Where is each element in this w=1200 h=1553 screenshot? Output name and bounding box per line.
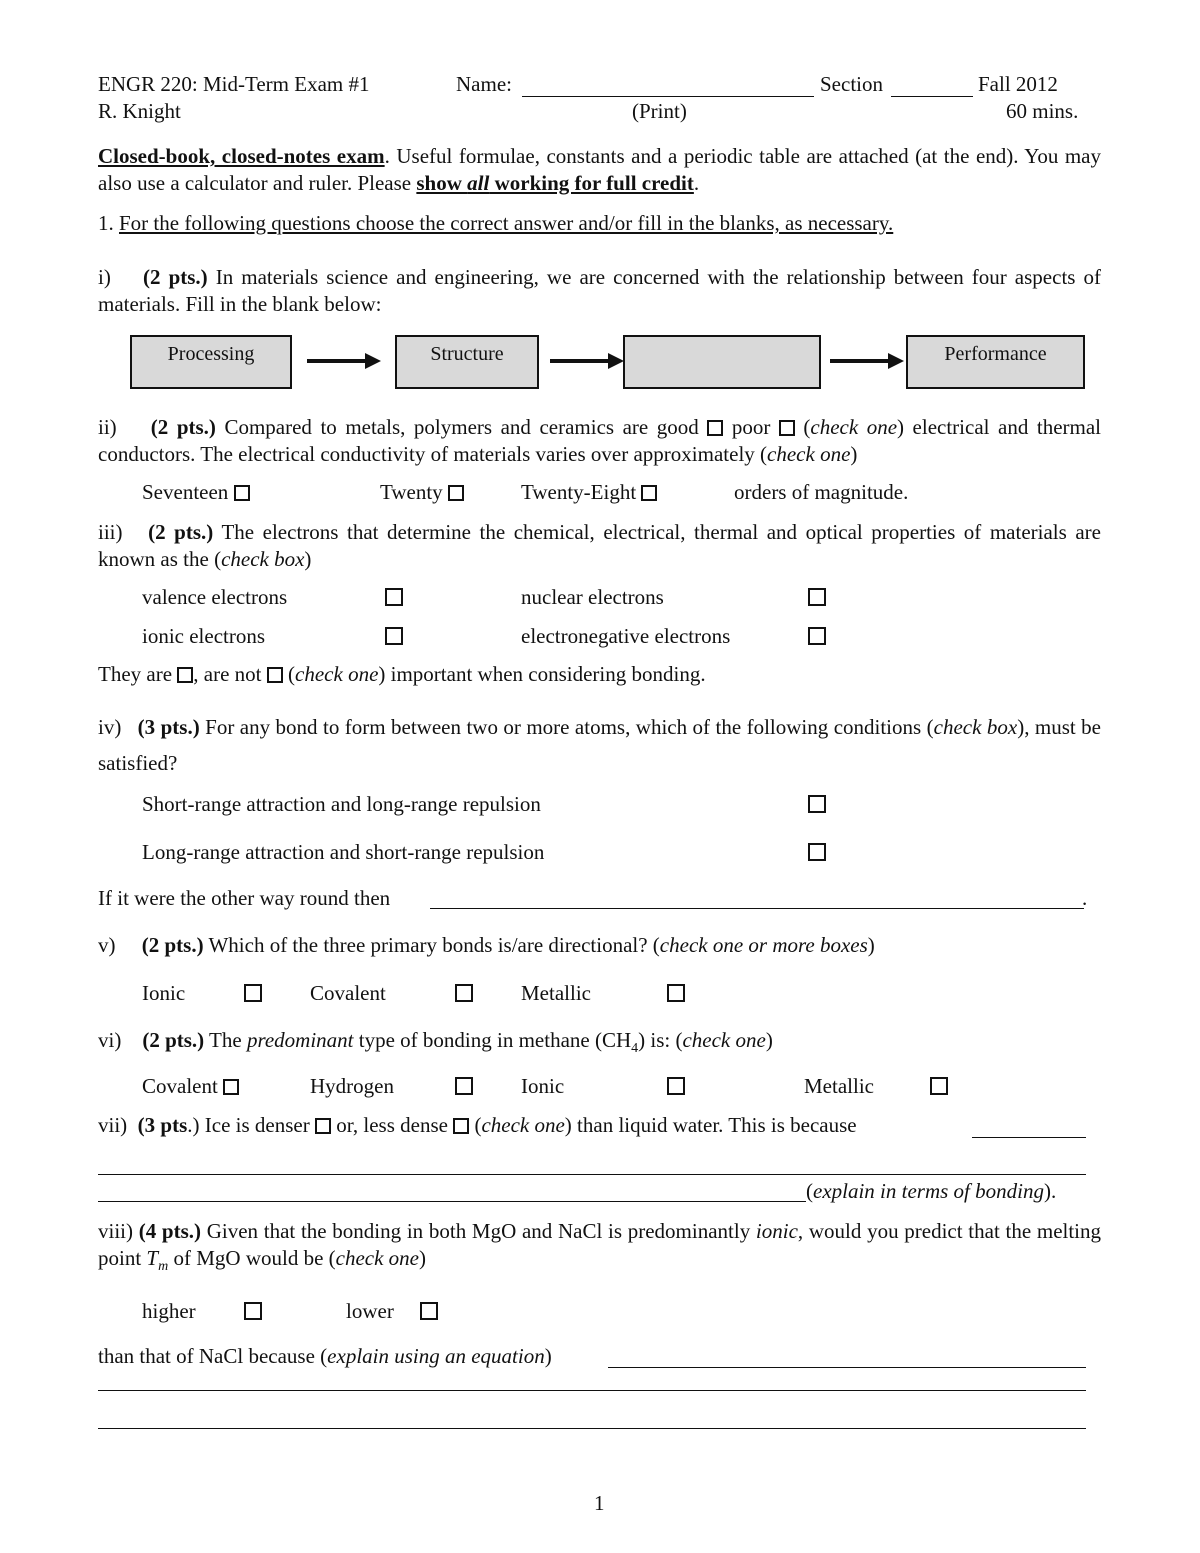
equation-input-3[interactable] [98, 1428, 1086, 1429]
checkbox-ionic-vi[interactable] [667, 1077, 685, 1095]
checkbox-short-range[interactable] [808, 795, 826, 813]
option-long-range: Long-range attraction and short-range repulsion [142, 840, 545, 864]
checkbox-seventeen[interactable] [234, 485, 250, 501]
because-input-1[interactable] [972, 1137, 1086, 1138]
checkbox-twenty[interactable] [448, 485, 464, 501]
because-input-2[interactable] [98, 1174, 1086, 1175]
checkbox-lower[interactable] [420, 1302, 438, 1320]
checkbox-good[interactable] [707, 420, 723, 436]
page-number: 1 [594, 1491, 605, 1515]
arrow-icon [548, 350, 626, 372]
option-ionic: Ionic [142, 981, 186, 1005]
checkbox-higher[interactable] [244, 1302, 262, 1320]
question-iv: iv) (3 pts.) For any bond to form between two or more atoms, which of the following conditions (check box), must be satisfied? [98, 715, 1102, 775]
other-way-label: If it were the other way round then [98, 886, 391, 910]
name-input[interactable] [522, 96, 814, 97]
question-vi: vi) (2 pts.) The predominant type of bonding in methane $(CH_4)$ is: (check one) [98, 1028, 773, 1057]
option-twenty: Twenty [380, 480, 464, 505]
arrow-icon [305, 350, 383, 372]
orders-of-magnitude: orders of magnitude. [734, 480, 909, 504]
option-metallic: Metallic [521, 981, 591, 1005]
question-vii: vii) (3 pts.) Ice is denser or, less dense (check one) than liquid water. This is because [98, 1113, 857, 1137]
explain-bonding: (explain in terms of bonding). [806, 1179, 1057, 1203]
question-ii: ii) (2 pts.) Compared to metals, polymers and ceramics are good poor (check one) electrical and thermal conductors. The electrical conductivity of materials varies over approximately (check one) [98, 415, 1102, 466]
checkbox-denser[interactable] [315, 1118, 331, 1134]
checkbox-nuclear[interactable] [808, 588, 826, 606]
print-label: (Print) [632, 99, 687, 123]
checkbox-covalent[interactable] [455, 984, 473, 1002]
section-label: Section [820, 72, 883, 96]
option-electronegative: electronegative electrons [521, 624, 731, 648]
question-v: v) (2 pts.) Which of the three primary bonds is/are directional? (check one or more boxes) [98, 933, 875, 957]
they-are-line: They are , are not (check one) important when considering bonding. [98, 662, 706, 686]
option-lower: lower [346, 1299, 394, 1323]
nacl-because: than that of NaCl because (explain using an equation) [98, 1344, 552, 1368]
checkbox-ionic-electrons[interactable] [385, 627, 403, 645]
question-iii: iii) (2 pts.) The electrons that determine the chemical, electrical, thermal and optical properties of materials are known as the (check box) [98, 520, 1101, 571]
option-seventeen: Seventeen [142, 480, 250, 505]
q1-instruction: 1. For the following questions choose the correct answer and/or fill in the blanks, as necessary. [98, 211, 894, 235]
flow-performance: Performance [906, 335, 1085, 389]
checkbox-twenty-eight[interactable] [641, 485, 657, 501]
option-metallic-vi: Metallic [804, 1074, 874, 1098]
name-label: Name: [456, 72, 512, 96]
flow-blank-input[interactable] [623, 335, 821, 389]
checkbox-long-range[interactable] [808, 843, 826, 861]
checkbox-metallic[interactable] [667, 984, 685, 1002]
duration: 60 mins. [1006, 99, 1079, 123]
equation-input-2[interactable] [98, 1390, 1086, 1391]
other-way-end: . [1082, 886, 1088, 910]
option-twenty-eight: Twenty-Eight [521, 480, 657, 505]
because-input-3[interactable] [98, 1201, 806, 1202]
checkbox-are-not[interactable] [267, 667, 283, 683]
option-covalent: Covalent [310, 981, 386, 1005]
flow-processing: Processing [130, 335, 292, 389]
option-ionic-vi: Ionic [521, 1074, 565, 1098]
other-way-input[interactable] [430, 908, 1084, 909]
option-hydrogen: Hydrogen [310, 1074, 394, 1098]
equation-input-1[interactable] [608, 1367, 1086, 1368]
arrow-icon [828, 350, 906, 372]
option-covalent-vi: Covalent [142, 1074, 239, 1099]
flow-structure: Structure [395, 335, 539, 389]
term: Fall 2012 [978, 72, 1058, 96]
checkbox-poor[interactable] [779, 420, 795, 436]
question-i: i) (2 pts.) In materials science and engineering, we are concerned with the relationship between four aspects of materials. Fill in the blank below: [98, 265, 1101, 316]
section-input[interactable] [891, 96, 973, 97]
option-valence: valence electrons [142, 585, 288, 609]
checkbox-less-dense[interactable] [453, 1118, 469, 1134]
option-short-range: Short-range attraction and long-range repulsion [142, 792, 541, 816]
checkbox-covalent-vi[interactable] [223, 1079, 239, 1095]
question-viii: viii) (4 pts.) Given that the bonding in both MgO and NaCl is predominantly ionic, would you predict that the melting point $T_m$ of MgO would be (check one) [98, 1219, 1102, 1275]
checkbox-metallic-vi[interactable] [930, 1077, 948, 1095]
option-ionic-electrons: ionic electrons [142, 624, 266, 648]
instructor: R. Knight [98, 99, 181, 123]
checkbox-electronegative[interactable] [808, 627, 826, 645]
checkbox-are[interactable] [177, 667, 193, 683]
checkbox-hydrogen[interactable] [455, 1077, 473, 1095]
course-title: ENGR 220: Mid-Term Exam #1 [98, 72, 370, 96]
option-higher: higher [142, 1299, 196, 1323]
intro-paragraph: Closed-book, closed-notes exam. Useful formulae, constants and a periodic table are attached (at the end). You may also use a calculator and ruler. Please show all working for full credit. [98, 144, 1102, 195]
option-nuclear: nuclear electrons [521, 585, 664, 609]
checkbox-ionic[interactable] [244, 984, 262, 1002]
checkbox-valence[interactable] [385, 588, 403, 606]
